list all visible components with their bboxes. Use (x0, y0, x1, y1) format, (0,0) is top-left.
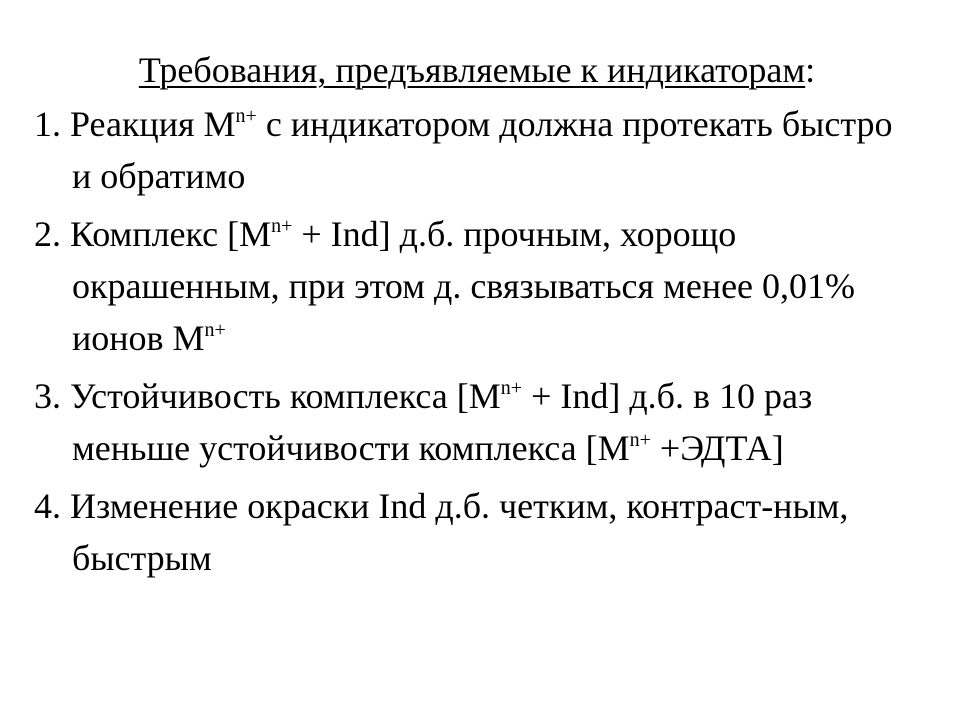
requirement-item (34, 208, 920, 364)
item-text: Устойчивость комплекса [M (70, 376, 501, 416)
item-number: 2. (34, 214, 70, 254)
item-text: + Ind] д.б. прочным, хорощо окрашенным, при этом д. связываться менее 0,01% ионов M (72, 214, 856, 358)
slide-title-colon: : (805, 50, 816, 90)
item-number: 3. (34, 376, 70, 416)
requirement-item (34, 480, 920, 584)
item-text: Реакция M (70, 104, 236, 144)
slide-title-text: Требования, предъявляемые к индикаторам (138, 50, 806, 90)
slide-title (34, 44, 920, 96)
requirement-item (34, 370, 920, 474)
item-text: с индикатором должна протекать быстро и обратимо (72, 104, 893, 196)
requirement-item (34, 98, 920, 202)
item-number: 4. (34, 486, 70, 526)
item-text: Комплекс [M (70, 214, 272, 254)
charge-superscript: n+ (271, 215, 293, 237)
item-text: + Ind] д.б. в 10 раз меньше устойчивости комплекса [M (72, 376, 813, 468)
item-number: 1. (34, 104, 70, 144)
charge-superscript: n+ (629, 429, 651, 451)
item-text: +ЭДТА] (650, 428, 784, 468)
item-text: Изменение окраски Ind д.б. четким, контраст-ным, быстрым (70, 486, 849, 578)
charge-superscript: n+ (500, 377, 523, 399)
charge-superscript: n+ (204, 319, 226, 341)
charge-superscript: n+ (235, 105, 257, 127)
requirements-list (34, 98, 920, 584)
